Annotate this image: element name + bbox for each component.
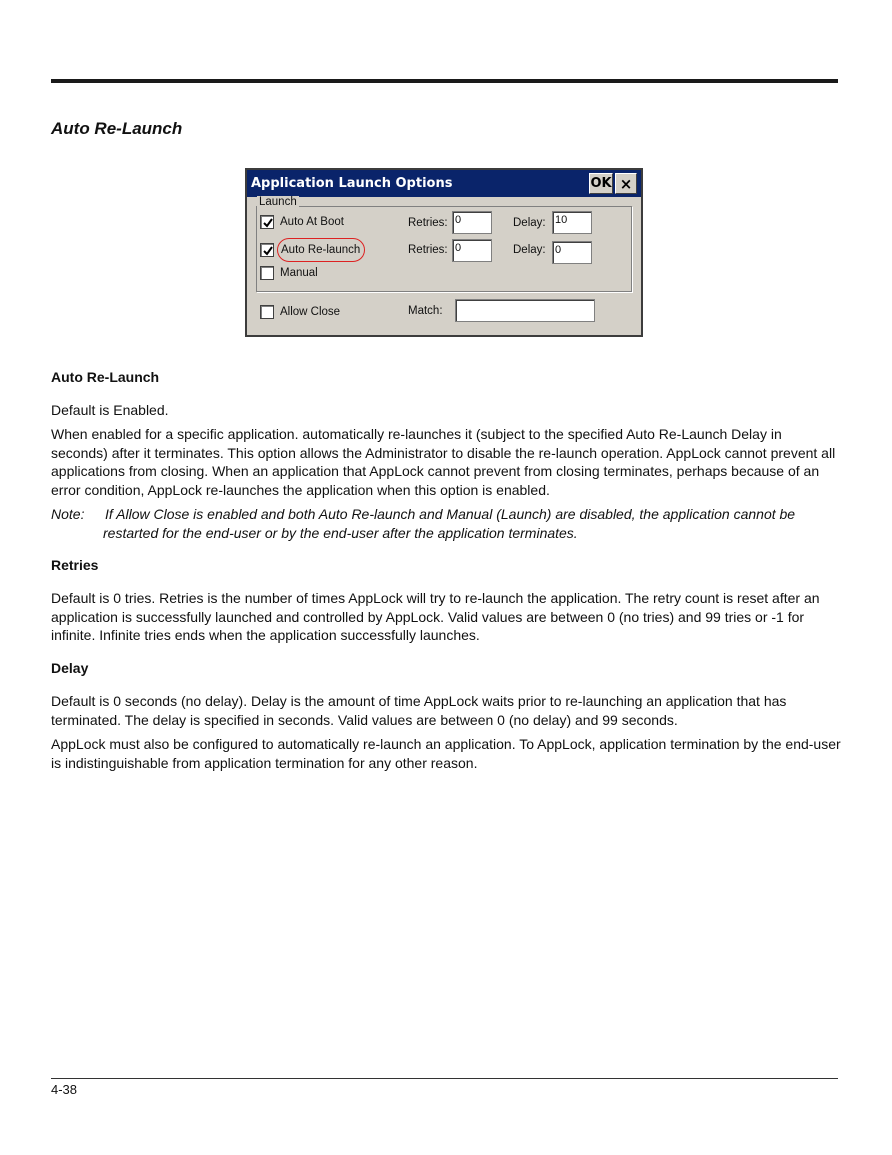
auto-at-boot-delay-input[interactable]: 10 <box>552 211 592 234</box>
launch-group-label: Launch <box>259 196 297 208</box>
match-input[interactable] <box>455 299 595 322</box>
page-number: 4-38 <box>51 1082 78 1097</box>
close-icon: × <box>619 174 633 193</box>
delay-label: Delay: <box>513 244 546 256</box>
header-rule <box>51 79 838 83</box>
checkmark-icon <box>262 245 274 257</box>
delay-heading: Delay <box>51 660 89 676</box>
auto-relaunch-retries-input[interactable]: 0 <box>452 239 492 262</box>
note-label: Note: <box>51 506 85 522</box>
highlight-circle <box>277 238 365 262</box>
allow-close-checkbox[interactable] <box>260 305 274 319</box>
manual-checkbox[interactable] <box>260 266 274 280</box>
retries-label: Retries: <box>408 244 448 256</box>
auto-at-boot-checkbox[interactable] <box>260 215 274 229</box>
footer-rule <box>51 1078 838 1079</box>
applock-description: AppLock must also be configured to automatically re-launch an application. To AppLock, application termination by the end-user is indistinguishable from application termination for any other reason. <box>51 736 841 771</box>
retries-heading: Retries <box>51 557 99 573</box>
auto-relaunch-description: When enabled for a specific application. automatically re-launches it (subject to the specified Auto Re-Launch Delay in seconds) after it terminates. This option allows the Administrator to disable the re-launch operation. AppLock cannot prevent all applications from closing. When an application that AppLock cannot prevent from closing terminates, perhaps because of an error condition, AppLock re-launches the application when this option is enabled. <box>51 426 836 498</box>
delay-label: Delay: <box>513 217 546 229</box>
ok-button[interactable]: OK <box>589 173 613 194</box>
dialog-title: Application Launch Options <box>251 176 453 191</box>
auto-relaunch-label: Auto Re-launch <box>281 244 361 256</box>
retries-label: Retries: <box>408 217 448 229</box>
match-label: Match: <box>408 305 443 317</box>
dialog-titlebar <box>247 170 641 197</box>
auto-at-boot-label: Auto At Boot <box>280 216 344 228</box>
close-button[interactable] <box>615 173 637 194</box>
auto-relaunch-heading: Auto Re-Launch <box>51 369 160 385</box>
allow-close-label: Allow Close <box>280 306 341 318</box>
checkmark-icon <box>262 217 274 229</box>
default-enabled-text: Default is Enabled. <box>51 402 169 418</box>
manual-label: Manual <box>280 267 318 279</box>
auto-at-boot-retries-input[interactable]: 0 <box>452 211 492 234</box>
delay-description: Default is 0 seconds (no delay). Delay is the amount of time AppLock waits prior to re-launching an application that has terminated. The delay is specified in seconds. Valid values are between 0 (no delay) and 99 seconds. <box>51 693 787 728</box>
page-title: Auto Re-Launch <box>51 119 183 138</box>
retries-description: Default is 0 tries. Retries is the number of times AppLock will try to re-launch the application. The retry count is reset after an application is successfully launched and controlled by AppLock. Valid values are between 0 (no tries) and 99 tries or -1 for infinite. Infinite tries ends when the application successfully launches. <box>51 590 820 643</box>
note-text: If Allow Close is enabled and both Auto Re-launch and Manual (Launch) are disabled, the application cannot be restarted for the end-user or by the end-user after the application terminates. <box>103 506 796 541</box>
auto-relaunch-checkbox[interactable] <box>260 243 274 257</box>
auto-relaunch-delay-input[interactable]: 0 <box>552 241 592 264</box>
